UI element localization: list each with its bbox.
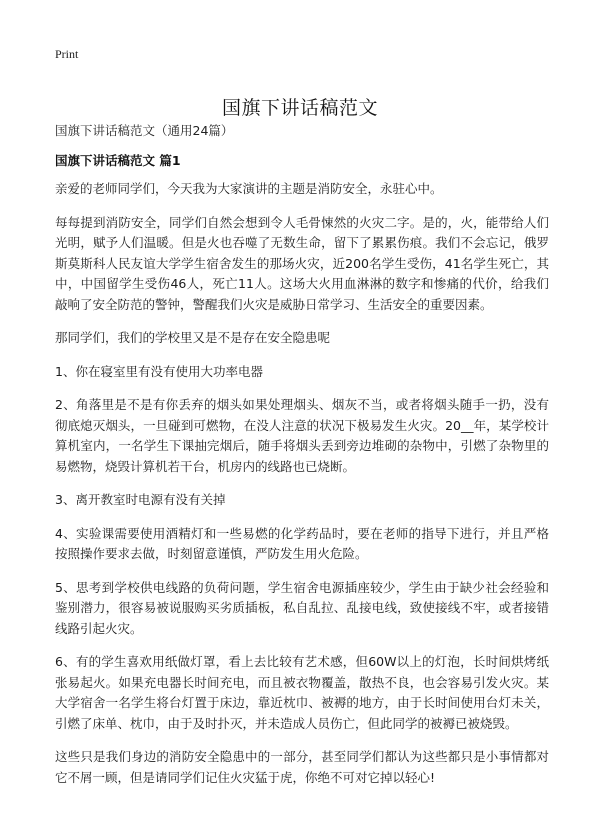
document-subtitle: 国旗下讲话稿范文（通用24篇） — [55, 123, 234, 138]
paragraph-item-6: 6、有的学生喜欢用纸做灯罩，看上去比较有艺术感，但60W以上的灯泡，长时间烘烤纸张易起火。如果充电器长时间充电，而且被衣物覆盖，散热不良，也会容易引发火灾。某大学宿舍一名学生将台灯置于床边，靠近枕巾、被褥的地方，由于长时间使用台灯未关，引燃了床单、枕巾，由于及时扑灭，并未造成人员伤亡，但此同学的被褥已被烧毁。 — [55, 654, 549, 731]
paragraph-item-4: 4、实验课需要使用酒精灯和一些易燃的化学药品时，要在老师的指导下进行，并且严格按照操作要求去做，时刻留意谨慎，严防发生用火危险。 — [55, 525, 549, 561]
page-title: 国旗下讲话稿范文 — [221, 96, 378, 119]
paragraph-item-1: 1、你在寝室里有没有使用大功率电器 — [55, 363, 263, 379]
paragraph-question: 那同学们，我们的学校里又是不是存在安全隐患呢 — [55, 330, 331, 345]
article-body — [55, 179, 549, 801]
paragraph-greeting: 亲爱的老师同学们，今天我为大家演讲的主题是消防安全，永驻心中。 — [55, 181, 443, 196]
paragraph-intro: 每每提到消防安全，同学们自然会想到令人毛骨悚然的火灾二字。是的，火，能带给人们光明，赋予人们温暖。但是火也吞噬了无数生命，留下了累累伤痕。我们不会忘记，俄罗斯莫斯科人民友谊大学学生宿舍发生的那场火灾，近200名学生受伤，41名学生死亡，其中，中国留学生受伤46人，死亡11人。这场大火用血淋淋的数字和惨痛的代价，给我们敲响了安全防范的警钟，警醒我们火灾是威胁日常学习、生活安全的重要因素。 — [55, 214, 549, 312]
paragraph-item-5: 5、思考到学校供电线路的负荷问题，学生宿舍电源插座较少，学生由于缺少社会经验和鉴别潜力，很容易被说服购买劣质插板，私自乱拉、乱接电线，致使接线不牢，或者接错线路引起火灾。 — [55, 579, 549, 636]
paragraph-conclusion: 这些只是我们身边的消防安全隐患中的一部分，甚至同学们都认为这些都只是小事情都对它不屑一顾，但是请同学们记住火灾猛于虎，你绝不可对它掉以轻心! — [55, 749, 549, 785]
paragraph-item-2: 2、角落里是不是有你丢弃的烟头如果处理烟头、烟灰不当，或者将烟头随手一扔，没有彻底熄灭烟头，一旦碰到可燃物，在没人注意的状况下极易发生火灾。20__年，某学校计算机室内，一名学生下课抽完烟后，随手将烟头丢到旁边堆砌的杂物中，引燃了杂物里的易燃物，烧毁计算机若干台，机房内的线路也已烧断。 — [55, 397, 549, 474]
paragraph-item-3: 3、离开教室时电源有没有关掉 — [55, 492, 226, 507]
section-heading: 国旗下讲话稿范文 篇1 — [55, 153, 181, 168]
print-link[interactable]: Print — [55, 47, 79, 61]
